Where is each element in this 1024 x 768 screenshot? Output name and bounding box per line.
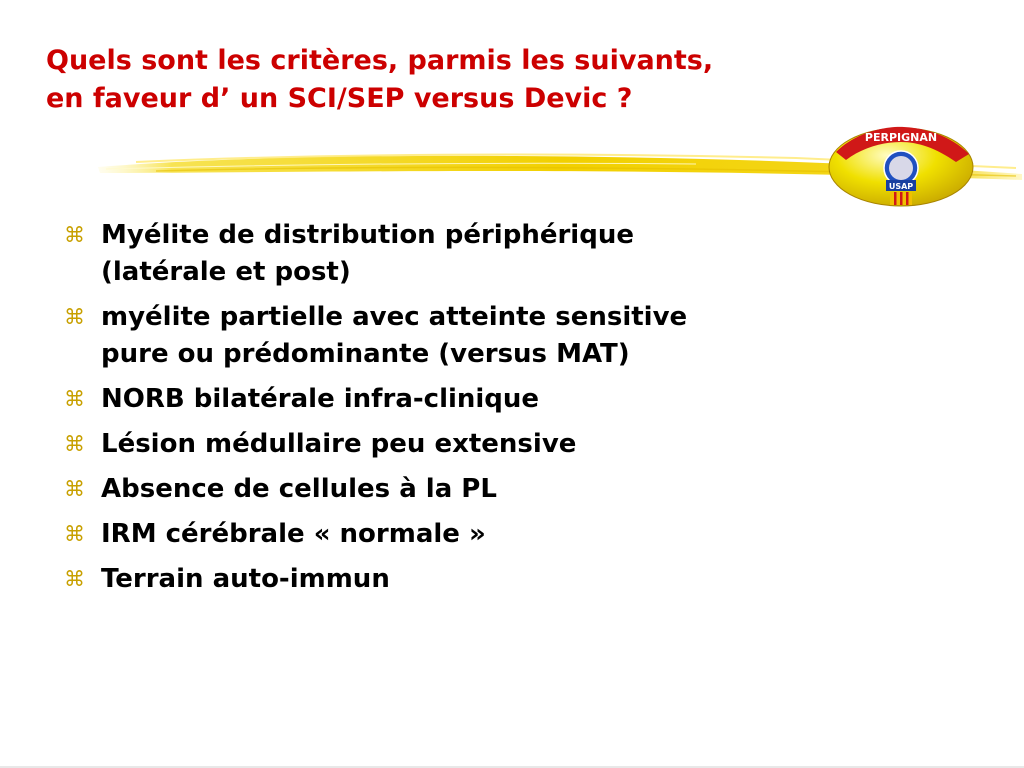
bullet-marker-icon: ⌘	[64, 477, 85, 501]
ball-badge-label: USAP	[888, 182, 914, 191]
rugby-ball-logo	[826, 124, 976, 208]
bullet-marker-icon: ⌘	[64, 432, 85, 456]
bullet-text: Absence de cellules à la PL	[101, 474, 497, 504]
bullet-text: Lésion médullaire peu extensive	[101, 429, 577, 459]
bullet-text: Myélite de distribution périphérique (latérale et post)	[101, 220, 634, 287]
bullet-marker-icon: ⌘	[64, 223, 85, 247]
bullet-item	[64, 217, 704, 291]
slide-title	[46, 42, 846, 118]
bullet-text: NORB bilatérale infra-clinique	[101, 384, 540, 414]
bullet-list	[64, 217, 704, 606]
ball-top-label: PERPIGNAN	[864, 131, 938, 144]
bullet-marker-icon: ⌘	[64, 305, 85, 329]
bullet-text: Terrain auto-immun	[101, 564, 390, 594]
slide-title-line-1: Quels sont les critères, parmis les suivants,	[46, 45, 714, 76]
bullet-item	[64, 381, 704, 418]
bullet-item	[64, 516, 704, 553]
bullet-text: IRM cérébrale « normale »	[101, 519, 486, 549]
bullet-marker-icon: ⌘	[64, 567, 85, 591]
bullet-item	[64, 299, 704, 373]
bullet-item	[64, 471, 704, 508]
bullet-item	[64, 426, 704, 463]
bullet-marker-icon: ⌘	[64, 387, 85, 411]
slide-title-line-2: en faveur d’ un SCI/SEP versus Devic ?	[46, 83, 633, 114]
bullet-text: myélite partielle avec atteinte sensitive pure ou prédominante (versus MAT)	[101, 302, 688, 369]
bullet-item	[64, 561, 704, 598]
bullet-marker-icon: ⌘	[64, 522, 85, 546]
